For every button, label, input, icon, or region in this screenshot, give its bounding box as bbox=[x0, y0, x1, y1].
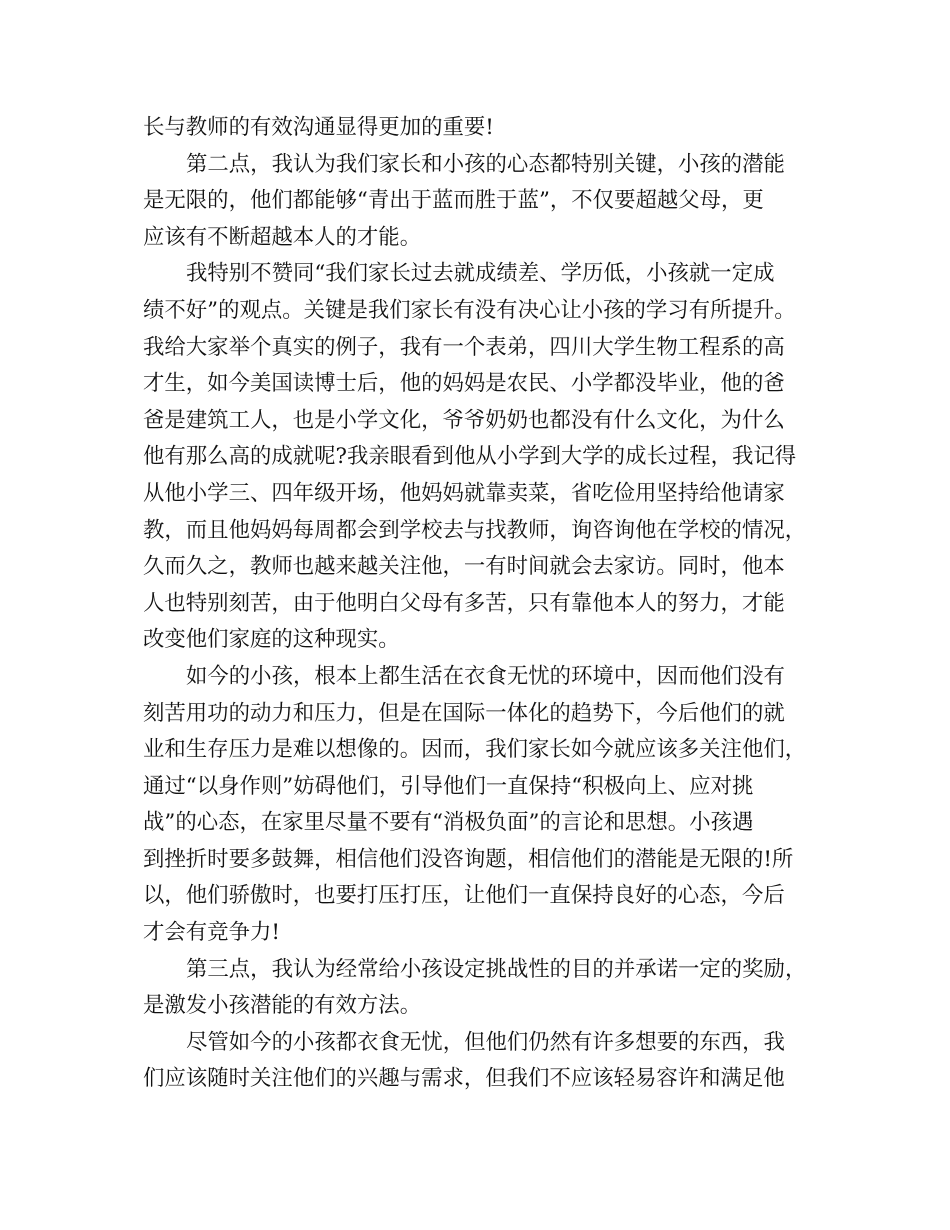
text-line: 我给大家举个真实的例子，我有一个表弟，四川大学生物工程系的高 bbox=[143, 334, 785, 360]
text-line: 尽管如今的小孩都衣食无忧，但他们仍然有许多想要的东西，我 bbox=[186, 1029, 785, 1055]
text-line: 第二点，我认为我们家长和小孩的心态都特别关键，小孩的潜能 bbox=[186, 151, 785, 177]
text-line: 才会有竞争力! bbox=[143, 920, 280, 946]
text-line: 改变他们家庭的这种现实。 bbox=[143, 627, 400, 653]
text-line: 教，而且他妈妈每周都会到学校去与找教师，询咨询他在学校的情况， bbox=[143, 517, 807, 543]
text-line: 刻苦用功的动力和压力，但是在国际一体化的趋势下，今后他们的就 bbox=[143, 700, 785, 726]
text-line: 爸是建筑工人，也是小学文化，爷爷奶奶也都没有什么文化，为什么 bbox=[143, 407, 785, 433]
text-line: 战”的心态，在家里尽量不要有“消极负面”的言论和思想。小孩遇 bbox=[143, 810, 754, 836]
text-line: 通过“以身作则”妨碍他们，引导他们一直保持“积极向上、应对挑 bbox=[143, 773, 754, 799]
text-line: 是激发小孩潜能的有效方法。 bbox=[143, 993, 422, 1019]
text-line: 长与教师的有效沟通显得更加的重要! bbox=[143, 115, 494, 140]
text-line: 久而久之，教师也越来越关注他，一有时间就会去家访。同时，他本 bbox=[143, 554, 785, 580]
text-line: 应该有不断超越本人的才能。 bbox=[143, 224, 422, 250]
text-line: 业和生存压力是难以想像的。因而，我们家长如今就应该多关注他们， bbox=[143, 737, 807, 763]
text-line: 他有那么高的成就呢?我亲眼看到他从小学到大学的成长过程，我记得 bbox=[143, 444, 797, 470]
body-text bbox=[143, 110, 833, 1098]
text-line: 到挫折时要多鼓舞，相信他们没咨询题，相信他们的潜能是无限的!所 bbox=[143, 846, 794, 872]
text-line: 我特别不赞同“我们家长过去就成绩差、学历低，小孩就一定成 bbox=[186, 261, 775, 287]
text-line: 才生，如今美国读博士后，他的妈妈是农民、小学都没毕业，他的爸 bbox=[143, 371, 785, 397]
text-line: 绩不好”的观点。关键是我们家长有没有决心让小孩的学习有所提升。 bbox=[143, 297, 796, 323]
text-line: 以，他们骄傲时，也要打压打压，让他们一直保持良好的心态，今后 bbox=[143, 883, 785, 909]
text-line: 如今的小孩，根本上都生活在衣食无忧的环境中，因而他们没有 bbox=[186, 663, 785, 689]
text-line: 们应该随时关注他们的兴趣与需求，但我们不应该轻易容许和满足他 bbox=[143, 1066, 785, 1092]
text-line: 人也特别刻苦，由于他明白父母有多苦，只有靠他本人的努力，才能 bbox=[143, 590, 785, 616]
text-line: 第三点，我认为经常给小孩设定挑战性的目的并承诺一定的奖励， bbox=[186, 956, 807, 982]
text-line: 从他小学三、四年级开场，他妈妈就靠卖菜，省吃俭用坚持给他请家 bbox=[143, 480, 785, 506]
text-line: 是无限的，他们都能够“青出于蓝而胜于蓝”，不仅要超越父母，更 bbox=[143, 188, 764, 214]
